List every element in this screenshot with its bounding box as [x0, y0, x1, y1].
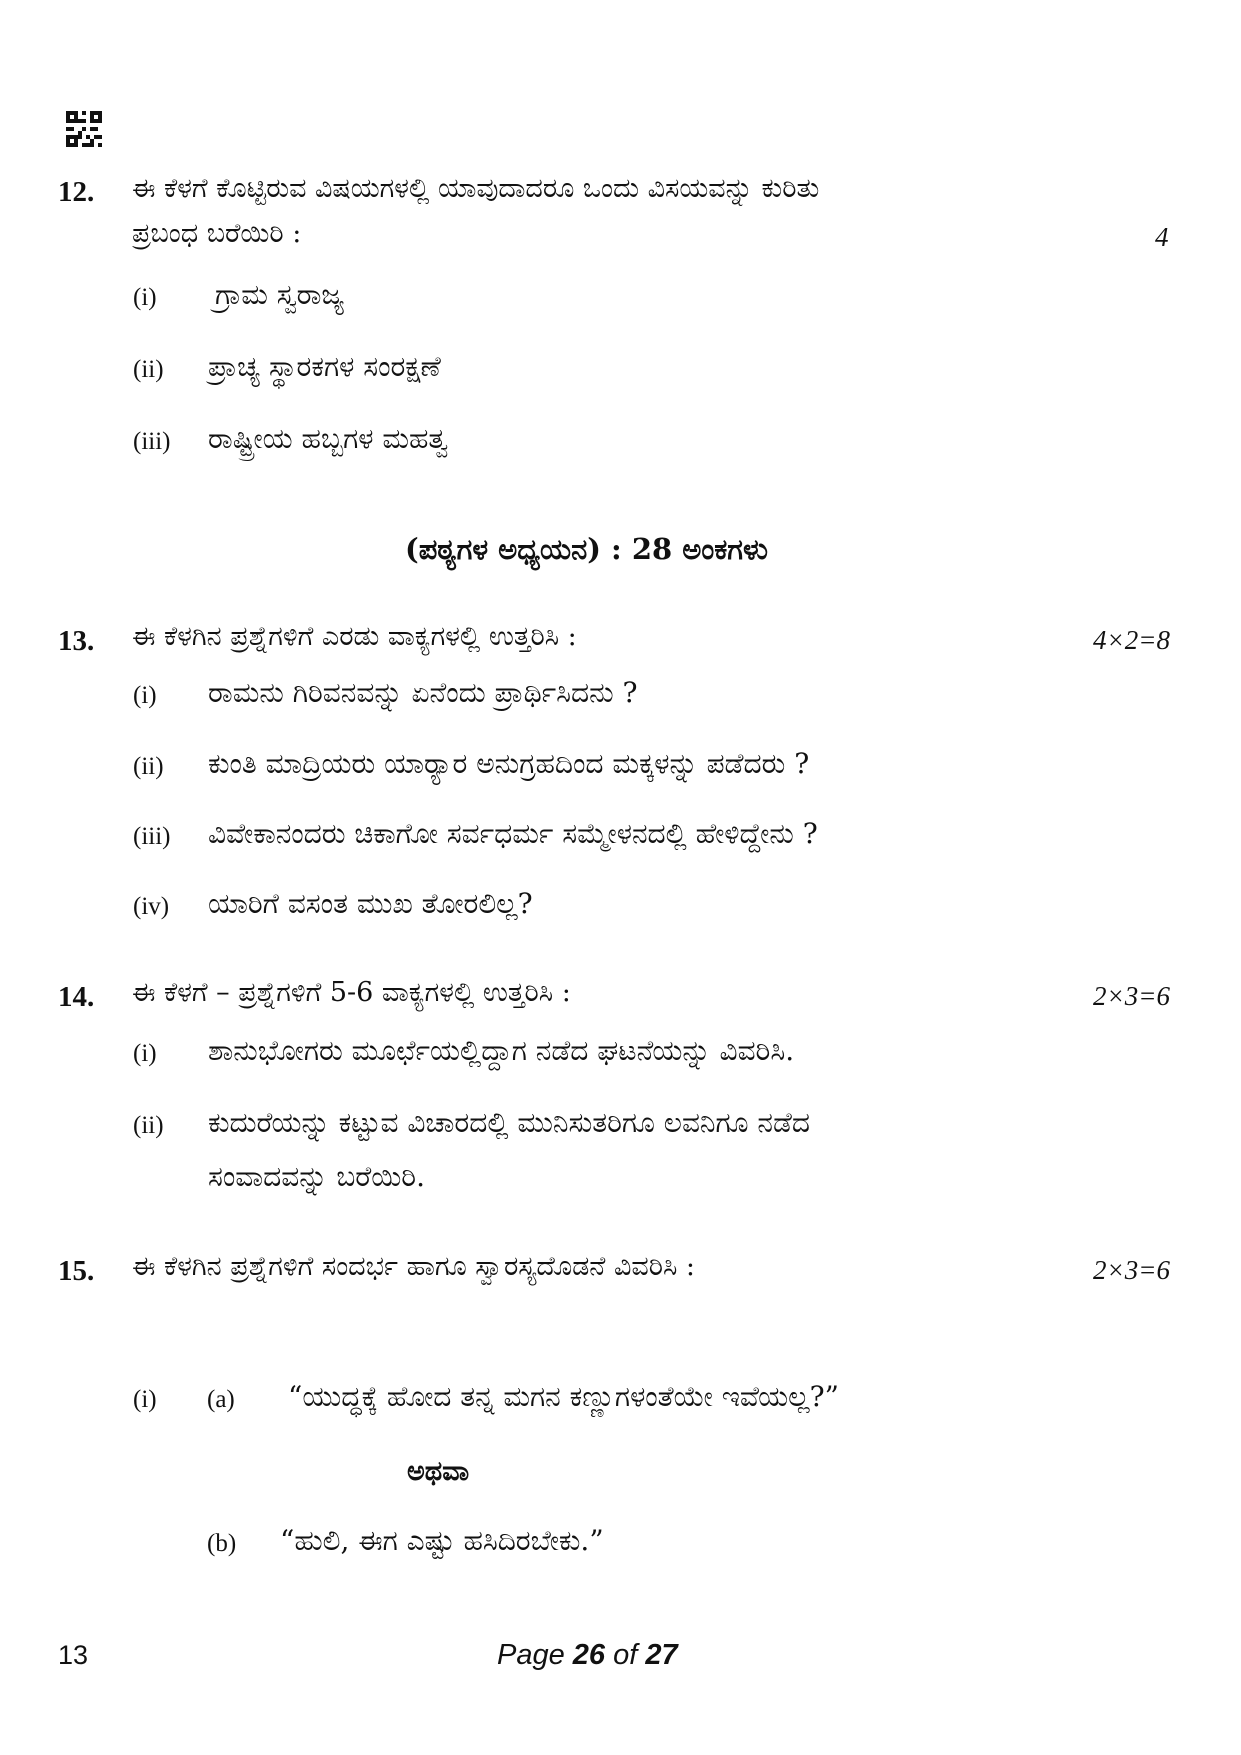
question-number-13: 13.	[58, 625, 95, 657]
page-total: 27	[645, 1639, 678, 1671]
question-number-12: 12.	[58, 176, 95, 208]
option-label: (i)	[133, 1386, 157, 1413]
question-15-marks: 2×3=6	[1093, 1255, 1170, 1285]
question-13-text: ಈ ಕೆಳಗಿನ ಪ್ರಶ್ನೆಗಳಿಗೆ ಎರಡು ವಾಕ್ಯಗಳಲ್ಲಿ ಉತ್ತರಿಸಿ :	[132, 621, 577, 652]
option-text: ರಾಮನು ಗಿರಿವನವನ್ನು ಏನೆಂದು ಪ್ರಾರ್ಥಿಸಿದನು ?	[208, 676, 638, 709]
question-14-text: ಈ ಕೆಳಗೆ – ಪ್ರಶ್ನೆಗಳಿಗೆ 5-6 ವಾಕ್ಯಗಳಲ್ಲಿ ಉತ್ತರಿಸಿ :	[132, 977, 571, 1008]
question-12-marks: 4	[1155, 222, 1169, 252]
option-text: ಯಾರಿಗೆ ವಸಂತ ಮುಖ ತೋರಲಿಲ್ಲ?	[208, 887, 533, 920]
page-indicator	[497, 1639, 678, 1672]
qr-code	[66, 111, 102, 147]
option-text: ವಿವೇಕಾನಂದರು ಚಿಕಾಗೋ ಸರ್ವಧರ್ಮ ಸಮ್ಮೇಳನದಲ್ಲಿ ಹೇಳಿದ್ದೇನು ?	[208, 817, 818, 850]
or-separator: ಅಥವಾ	[407, 1456, 470, 1487]
option-label: (i)	[133, 284, 157, 311]
question-13-marks: 4×2=8	[1093, 625, 1170, 655]
option-text: ಶಾನುಭೋಗರು ಮೂರ್ಛೆಯಲ್ಲಿದ್ದಾಗ ನಡೆದ ಘಟನೆಯನ್ನು ವಿವರಿಸಿ.	[208, 1034, 795, 1067]
question-12-text: ಈ ಕೆಳಗೆ ಕೊಟ್ಟಿರುವ ವಿಷಯಗಳಲ್ಲಿ ಯಾವುದಾದರೂ ಒಂದು ವಿಸಯವನ್ನು ಕುರಿತು	[132, 173, 820, 204]
option-label: (iii)	[133, 823, 171, 850]
option-text: ಕುಂತಿ ಮಾದ್ರಿಯರು ಯಾರ‍್ಯಾರ ಅನುಗ್ರಹದಿಂದ ಮಕ್ಕಳನ್ನು ಪಡೆದರು ?	[208, 747, 810, 780]
question-12-text-line2: ಪ್ರಬಂಧ ಬರೆಯಿರಿ :	[132, 218, 302, 249]
sub-option-label-a: (a)	[207, 1386, 235, 1413]
paper-code: 13	[58, 1640, 89, 1670]
question-15-text: ಈ ಕೆಳಗಿನ ಪ್ರಶ್ನೆಗಳಿಗೆ ಸಂದರ್ಭ ಹಾಗೂ ಸ್ವಾರಸ್ಯದೊಡನೆ ವಿವರಿಸಿ :	[132, 1251, 695, 1282]
question-number-15: 15.	[58, 1255, 95, 1287]
question-14-marks: 2×3=6	[1093, 981, 1170, 1011]
quotation-a: “ಯುದ್ಧಕ್ಕೆ ಹೋದ ತನ್ನ ಮಗನ ಕಣ್ಣುಗಳಂತೆಯೇ ಇವೆಯಲ್ಲ?”	[288, 1380, 839, 1413]
option-label: (iv)	[133, 893, 170, 920]
option-label: (iii)	[133, 428, 171, 455]
option-text: ಕುದುರೆಯನ್ನು ಕಟ್ಟುವ ವಿಚಾರದಲ್ಲಿ ಮುನಿಸುತರಿಗೂ ಲವನಿಗೂ ನಡೆದ	[208, 1106, 811, 1139]
option-text: ಗ್ರಾಮ ಸ್ವರಾಜ್ಯ	[215, 278, 345, 311]
question-number-14: 14.	[58, 981, 95, 1013]
of-word: of	[613, 1639, 638, 1671]
option-label: (i)	[133, 682, 157, 709]
option-label: (ii)	[133, 1112, 164, 1139]
option-text: ರಾಷ್ಟ್ರೀಯ ಹಬ್ಬಗಳ ಮಹತ್ವ	[208, 422, 449, 455]
section-heading: (ಪಠ್ಯಗಳ ಅಧ್ಯಯನ) : 28 ಅಂಕಗಳು	[405, 532, 768, 566]
option-label: (ii)	[133, 753, 164, 780]
option-label: (ii)	[133, 356, 164, 383]
sub-option-label-b: (b)	[207, 1530, 237, 1557]
page-word: Page	[497, 1639, 565, 1671]
option-label: (i)	[133, 1040, 157, 1067]
quotation-b: “ಹುಲಿ, ಈಗ ಎಷ್ಟು ಹಸಿದಿರಬೇಕು.”	[280, 1524, 604, 1557]
page-number: 26	[572, 1639, 606, 1671]
option-text: ಪ್ರಾಚ್ಯ ಸ್ಥಾರಕಗಳ ಸಂರಕ್ಷಣೆ	[208, 350, 441, 383]
option-text-continued: ಸಂವಾದವನ್ನು ಬರೆಯಿರಿ.	[208, 1160, 425, 1193]
